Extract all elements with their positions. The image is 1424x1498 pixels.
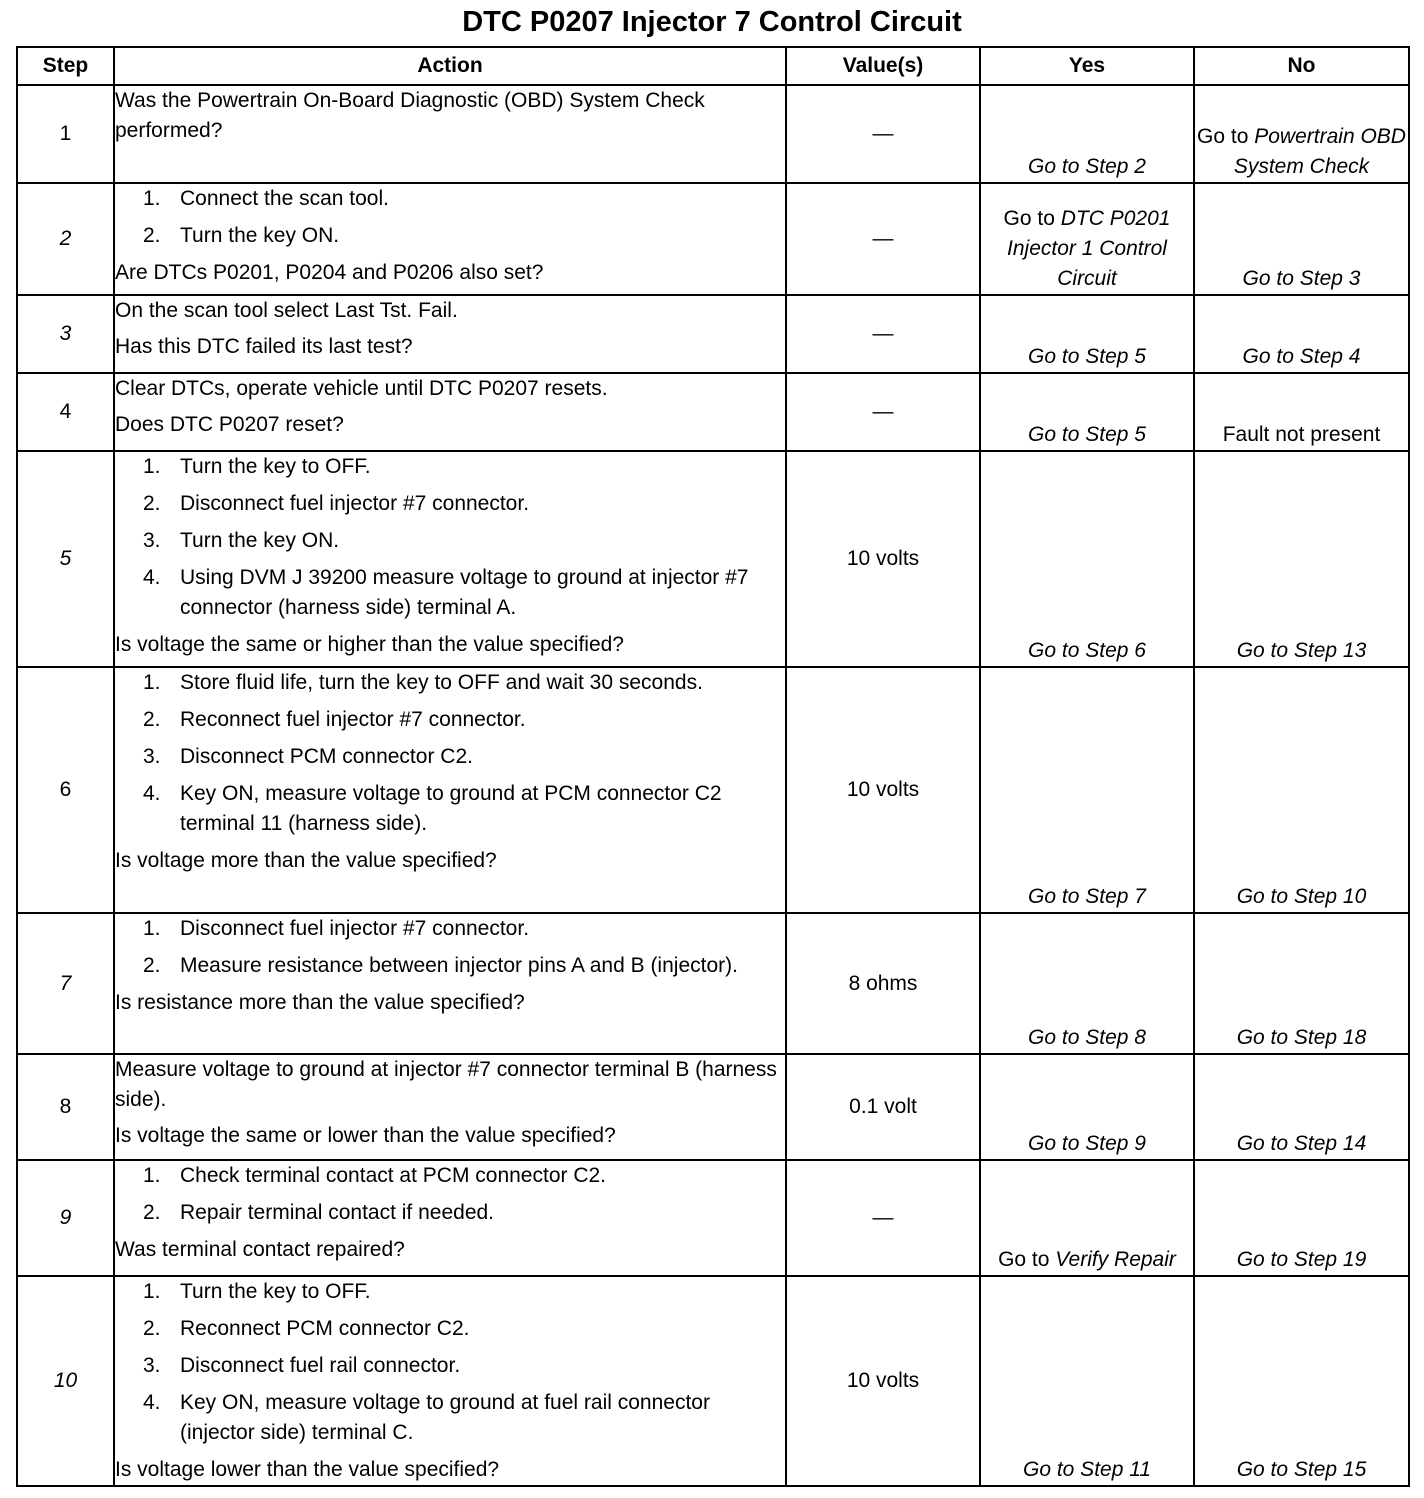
step-number: 6 (17, 667, 114, 913)
no-text: Go to Step 13 (1236, 639, 1367, 662)
step-number: 5 (17, 451, 114, 667)
action-question: Is resistance more than the value specified? (115, 991, 525, 1014)
yes-cell (980, 183, 1194, 295)
action-step-number: 2. (143, 224, 161, 247)
action-step (115, 1161, 785, 1191)
action-question: Has this DTC failed its last test? (115, 335, 413, 358)
action-step-number: 4. (143, 782, 161, 805)
diagnostic-table (16, 46, 1410, 1487)
action-cell (114, 295, 786, 373)
action-steps (115, 184, 785, 251)
action-steps (115, 1161, 785, 1228)
header-values: Value(s) (786, 47, 980, 85)
action-step (115, 779, 785, 839)
action-step-text: Key ON, measure voltage to ground at fuel rail connector (injector side) terminal C. (180, 1391, 710, 1444)
table-row (17, 451, 1409, 667)
step-number: 3 (17, 295, 114, 373)
action-cell (114, 183, 786, 295)
yes-cell (980, 373, 1194, 451)
action-cell (114, 85, 786, 183)
action-step-text: Reconnect PCM connector C2. (180, 1317, 470, 1340)
yes-cell (980, 85, 1194, 183)
action-step-text: Turn the key ON. (180, 529, 340, 552)
no-text: Go to (1197, 125, 1249, 148)
action-step-text: Disconnect fuel injector #7 connector. (180, 917, 530, 940)
header-yes: Yes (980, 47, 1194, 85)
no-cell (1194, 85, 1409, 183)
step-number: 10 (17, 1276, 114, 1486)
action-step-number: 2. (143, 954, 161, 977)
action-step (115, 668, 785, 698)
action-step-text: Repair terminal contact if needed. (180, 1201, 495, 1224)
action-step-text: Disconnect fuel rail connector. (180, 1354, 461, 1377)
table-header-row (17, 47, 1409, 85)
action-steps (115, 668, 785, 839)
yes-text: Go to Step 6 (1028, 639, 1146, 662)
action-step (115, 452, 785, 482)
step-number: 9 (17, 1160, 114, 1276)
action-step (115, 914, 785, 944)
action-step (115, 221, 785, 251)
action-cell (114, 373, 786, 451)
yes-cell (980, 667, 1194, 913)
no-cell (1194, 1160, 1409, 1276)
action-step-text: Disconnect PCM connector C2. (180, 745, 473, 768)
yes-text: Go to Step 7 (1028, 885, 1146, 908)
no-text: Go to Step 4 (1242, 345, 1361, 368)
header-no: No (1194, 47, 1409, 85)
value-cell: 10 volts (786, 667, 980, 913)
table-row (17, 1160, 1409, 1276)
action-step-number: 4. (143, 1391, 161, 1414)
table-row (17, 295, 1409, 373)
table-row (17, 667, 1409, 913)
header-action: Action (114, 47, 786, 85)
no-cell (1194, 1054, 1409, 1160)
action-question: Is voltage the same or lower than the value specified? (115, 1124, 616, 1147)
action-cell (114, 1054, 786, 1160)
action-step-text: Reconnect fuel injector #7 connector. (180, 708, 526, 731)
no-cell (1194, 373, 1409, 451)
yes-text: Go to (1003, 207, 1055, 230)
action-intro: Was the Powertrain On-Board Diagnostic (OBD) System Check performed? (115, 89, 705, 142)
action-question: Are DTCs P0201, P0204 and P0206 also set? (115, 261, 544, 284)
action-step-number: 1. (143, 917, 161, 940)
action-step (115, 705, 785, 735)
action-step-number: 2. (143, 1201, 161, 1224)
action-step-text: Turn the key ON. (180, 224, 340, 247)
step-number: 4 (17, 373, 114, 451)
action-step (115, 1277, 785, 1307)
action-question: Is voltage the same or higher than the value specified? (115, 633, 624, 656)
action-steps (115, 1277, 785, 1448)
action-step-number: 2. (143, 708, 161, 731)
value-cell: 8 ohms (786, 913, 980, 1054)
yes-text: Go to Step 2 (1028, 155, 1146, 178)
step-number: 2 (17, 183, 114, 295)
value-cell: — (786, 295, 980, 373)
yes-text: Go to Step 11 (1022, 1458, 1152, 1481)
step-number: 8 (17, 1054, 114, 1160)
action-intro: Clear DTCs, operate vehicle until DTC P0207 resets. (115, 377, 608, 400)
yes-text: DTC P0201 Injector 1 Control Circuit (1007, 207, 1171, 290)
action-cell (114, 913, 786, 1054)
action-step-number: 2. (143, 492, 161, 515)
action-step (115, 742, 785, 772)
no-text: Fault not present (1222, 423, 1381, 446)
no-text: Go to Step 14 (1236, 1132, 1367, 1155)
action-steps (115, 914, 785, 981)
yes-cell (980, 913, 1194, 1054)
action-cell (114, 667, 786, 913)
table-row (17, 183, 1409, 295)
action-step-number: 1. (143, 1164, 161, 1187)
action-step (115, 1314, 785, 1344)
action-step-number: 4. (143, 566, 161, 589)
yes-text: Go to (998, 1248, 1050, 1271)
no-text: Go to Step 3 (1242, 267, 1361, 290)
yes-text: Go to Step 8 (1028, 1026, 1146, 1049)
no-text: Go to Step 10 (1236, 885, 1367, 908)
action-step-text: Using DVM J 39200 measure voltage to ground at injector #7 connector (harness side) terminal A. (180, 566, 749, 619)
table-row (17, 1276, 1409, 1486)
table-row (17, 913, 1409, 1054)
action-step-text: Key ON, measure voltage to ground at PCM connector C2 terminal 11 (harness side). (180, 782, 722, 835)
action-step (115, 563, 785, 623)
action-step (115, 1388, 785, 1448)
action-cell (114, 1160, 786, 1276)
action-question: Does DTC P0207 reset? (115, 413, 344, 436)
action-question: Is voltage more than the value specified? (115, 849, 497, 872)
table-row (17, 85, 1409, 183)
action-intro: Measure voltage to ground at injector #7 connector terminal B (harness side). (115, 1058, 777, 1111)
action-step-text: Measure resistance between injector pins A and B (injector). (180, 954, 738, 977)
action-step-number: 3. (143, 745, 161, 768)
no-cell (1194, 183, 1409, 295)
header-step: Step (17, 47, 114, 85)
no-cell (1194, 295, 1409, 373)
action-step-text: Disconnect fuel injector #7 connector. (180, 492, 530, 515)
action-step (115, 1198, 785, 1228)
yes-cell (980, 1276, 1194, 1486)
yes-text: Go to Step 5 (1028, 345, 1146, 368)
action-step-number: 1. (143, 671, 161, 694)
page-title: DTC P0207 Injector 7 Control Circuit (462, 6, 962, 38)
action-step-number: 2. (143, 1317, 161, 1340)
no-text: Go to Step 18 (1236, 1026, 1367, 1049)
action-step-text: Turn the key to OFF. (180, 455, 371, 478)
no-cell (1194, 1276, 1409, 1486)
action-step-text: Connect the scan tool. (180, 187, 389, 210)
table-body (17, 85, 1409, 1486)
action-step-text: Check terminal contact at PCM connector C2. (180, 1164, 607, 1187)
value-cell: — (786, 1160, 980, 1276)
no-text: Powertrain OBD System Check (1233, 125, 1406, 178)
yes-text: Verify Repair (1055, 1248, 1176, 1271)
action-intro: On the scan tool select Last Tst. Fail. (115, 299, 458, 322)
action-cell (114, 451, 786, 667)
yes-cell (980, 1054, 1194, 1160)
action-step-text: Turn the key to OFF. (180, 1280, 371, 1303)
no-cell (1194, 667, 1409, 913)
action-step (115, 489, 785, 519)
no-text: Go to Step 19 (1236, 1248, 1367, 1271)
action-step-number: 1. (143, 1280, 161, 1303)
value-cell: 10 volts (786, 451, 980, 667)
table-row (17, 1054, 1409, 1160)
action-steps (115, 452, 785, 623)
action-step-number: 1. (143, 187, 161, 210)
action-step-number: 3. (143, 1354, 161, 1377)
value-cell: — (786, 183, 980, 295)
value-cell: 0.1 volt (786, 1054, 980, 1160)
action-question: Is voltage lower than the value specified? (115, 1458, 500, 1481)
action-step-number: 3. (143, 529, 161, 552)
action-step (115, 1351, 785, 1381)
yes-cell (980, 451, 1194, 667)
action-step (115, 526, 785, 556)
yes-text: Go to Step 5 (1028, 423, 1146, 446)
value-cell: — (786, 373, 980, 451)
action-step-number: 1. (143, 455, 161, 478)
yes-cell (980, 295, 1194, 373)
step-number: 1 (17, 85, 114, 183)
action-cell (114, 1276, 786, 1486)
yes-cell (980, 1160, 1194, 1276)
no-cell (1194, 913, 1409, 1054)
no-text: Go to Step 15 (1236, 1458, 1367, 1481)
step-number: 7 (17, 913, 114, 1054)
yes-text: Go to Step 9 (1028, 1132, 1146, 1155)
action-step-text: Store fluid life, turn the key to OFF and wait 30 seconds. (180, 671, 703, 694)
no-cell (1194, 451, 1409, 667)
table-row (17, 373, 1409, 451)
action-step (115, 184, 785, 214)
value-cell: 10 volts (786, 1276, 980, 1486)
action-step (115, 951, 785, 981)
value-cell: — (786, 85, 980, 183)
action-question: Was terminal contact repaired? (115, 1238, 405, 1261)
